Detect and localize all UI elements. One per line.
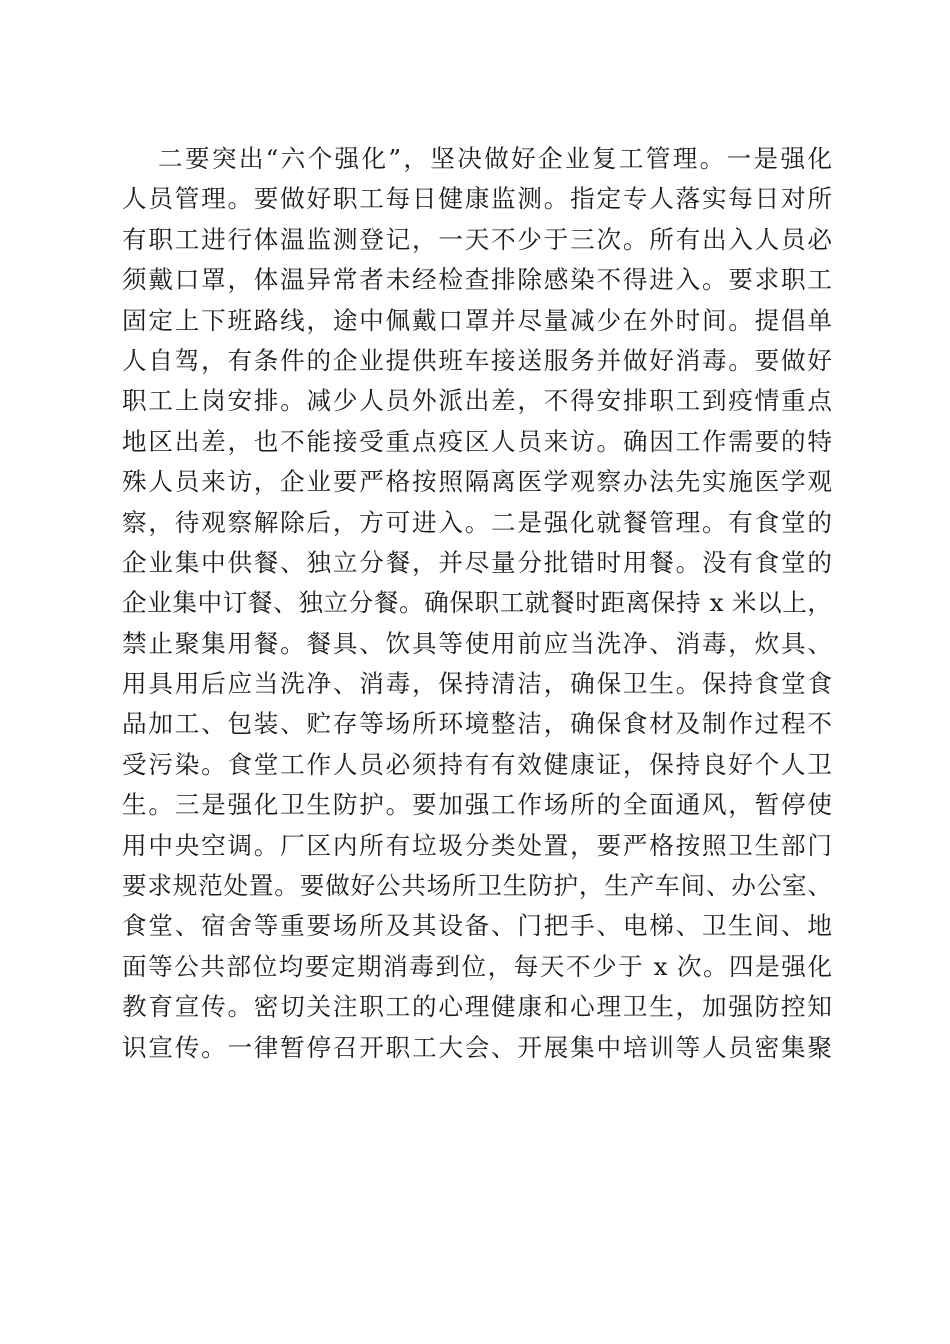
text-line: 人员管理。要做好职工每日健康监测。指定专人落实每日对所	[122, 184, 832, 214]
text-line: 察，待观察解除后，方可进入。二是强化就餐管理。有食堂的	[122, 507, 832, 537]
text-line: 二要突出“六个强化”，坚决做好企业复工管理。一是强化	[158, 144, 832, 173]
text-line: 生。三是强化卫生防护。要加强工作场所的全面通风，暂停使	[122, 790, 832, 820]
text-line: 固定上下班路线，途中佩戴口罩并尽量减少在外时间。提倡单	[122, 305, 832, 335]
text-line: 有职工进行体温监测登记，一天不少于三次。所有出入人员必	[122, 224, 832, 254]
text-line: 用具用后应当洗净、消毒，保持清洁，确保卫生。保持食堂食	[122, 669, 832, 699]
text-line: 教育宣传。密切关注职工的心理健康和心理卫生，加强防控知	[122, 992, 832, 1022]
text-line: 企业集中订餐、独立分餐。确保职工就餐时距离保持 x 米以上，	[122, 588, 832, 618]
text-line: 品加工、包装、贮存等场所环境整洁，确保食材及制作过程不	[122, 709, 832, 739]
text-line: 面等公共部位均要定期消毒到位，每天不少于 x 次。四是强化	[122, 951, 832, 981]
text-line: 企业集中供餐、独立分餐，并尽量分批错时用餐。没有食堂的	[122, 547, 832, 577]
text-line: 用中央空调。厂区内所有垃圾分类处置，要严格按照卫生部门	[122, 830, 832, 860]
body-paragraph	[122, 139, 832, 1068]
text-line: 须戴口罩，体温异常者未经检查排除感染不得进入。要求职工	[122, 265, 832, 295]
text-line: 受污染。食堂工作人员必须持有有效健康证，保持良好个人卫	[122, 749, 832, 779]
text-line: 地区出差，也不能接受重点疫区人员来访。确因工作需要的特	[122, 426, 832, 456]
text-line: 禁止聚集用餐。餐具、饮具等使用前应当洗净、消毒，炊具、	[122, 628, 832, 658]
text-line: 职工上岗安排。减少人员外派出差，不得安排职工到疫情重点	[122, 386, 832, 416]
text-line: 要求规范处置。要做好公共场所卫生防护，生产车间、办公室、	[122, 871, 832, 901]
text-line: 人自驾，有条件的企业提供班车接送服务并做好消毒。要做好	[122, 345, 832, 375]
text-line: 食堂、宿舍等重要场所及其设备、门把手、电梯、卫生间、地	[122, 911, 832, 941]
text-line: 殊人员来访，企业要严格按照隔离医学观察办法先实施医学观	[122, 467, 832, 497]
text-line: 识宣传。一律暂停召开职工大会、开展集中培训等人员密集聚	[122, 1032, 832, 1062]
